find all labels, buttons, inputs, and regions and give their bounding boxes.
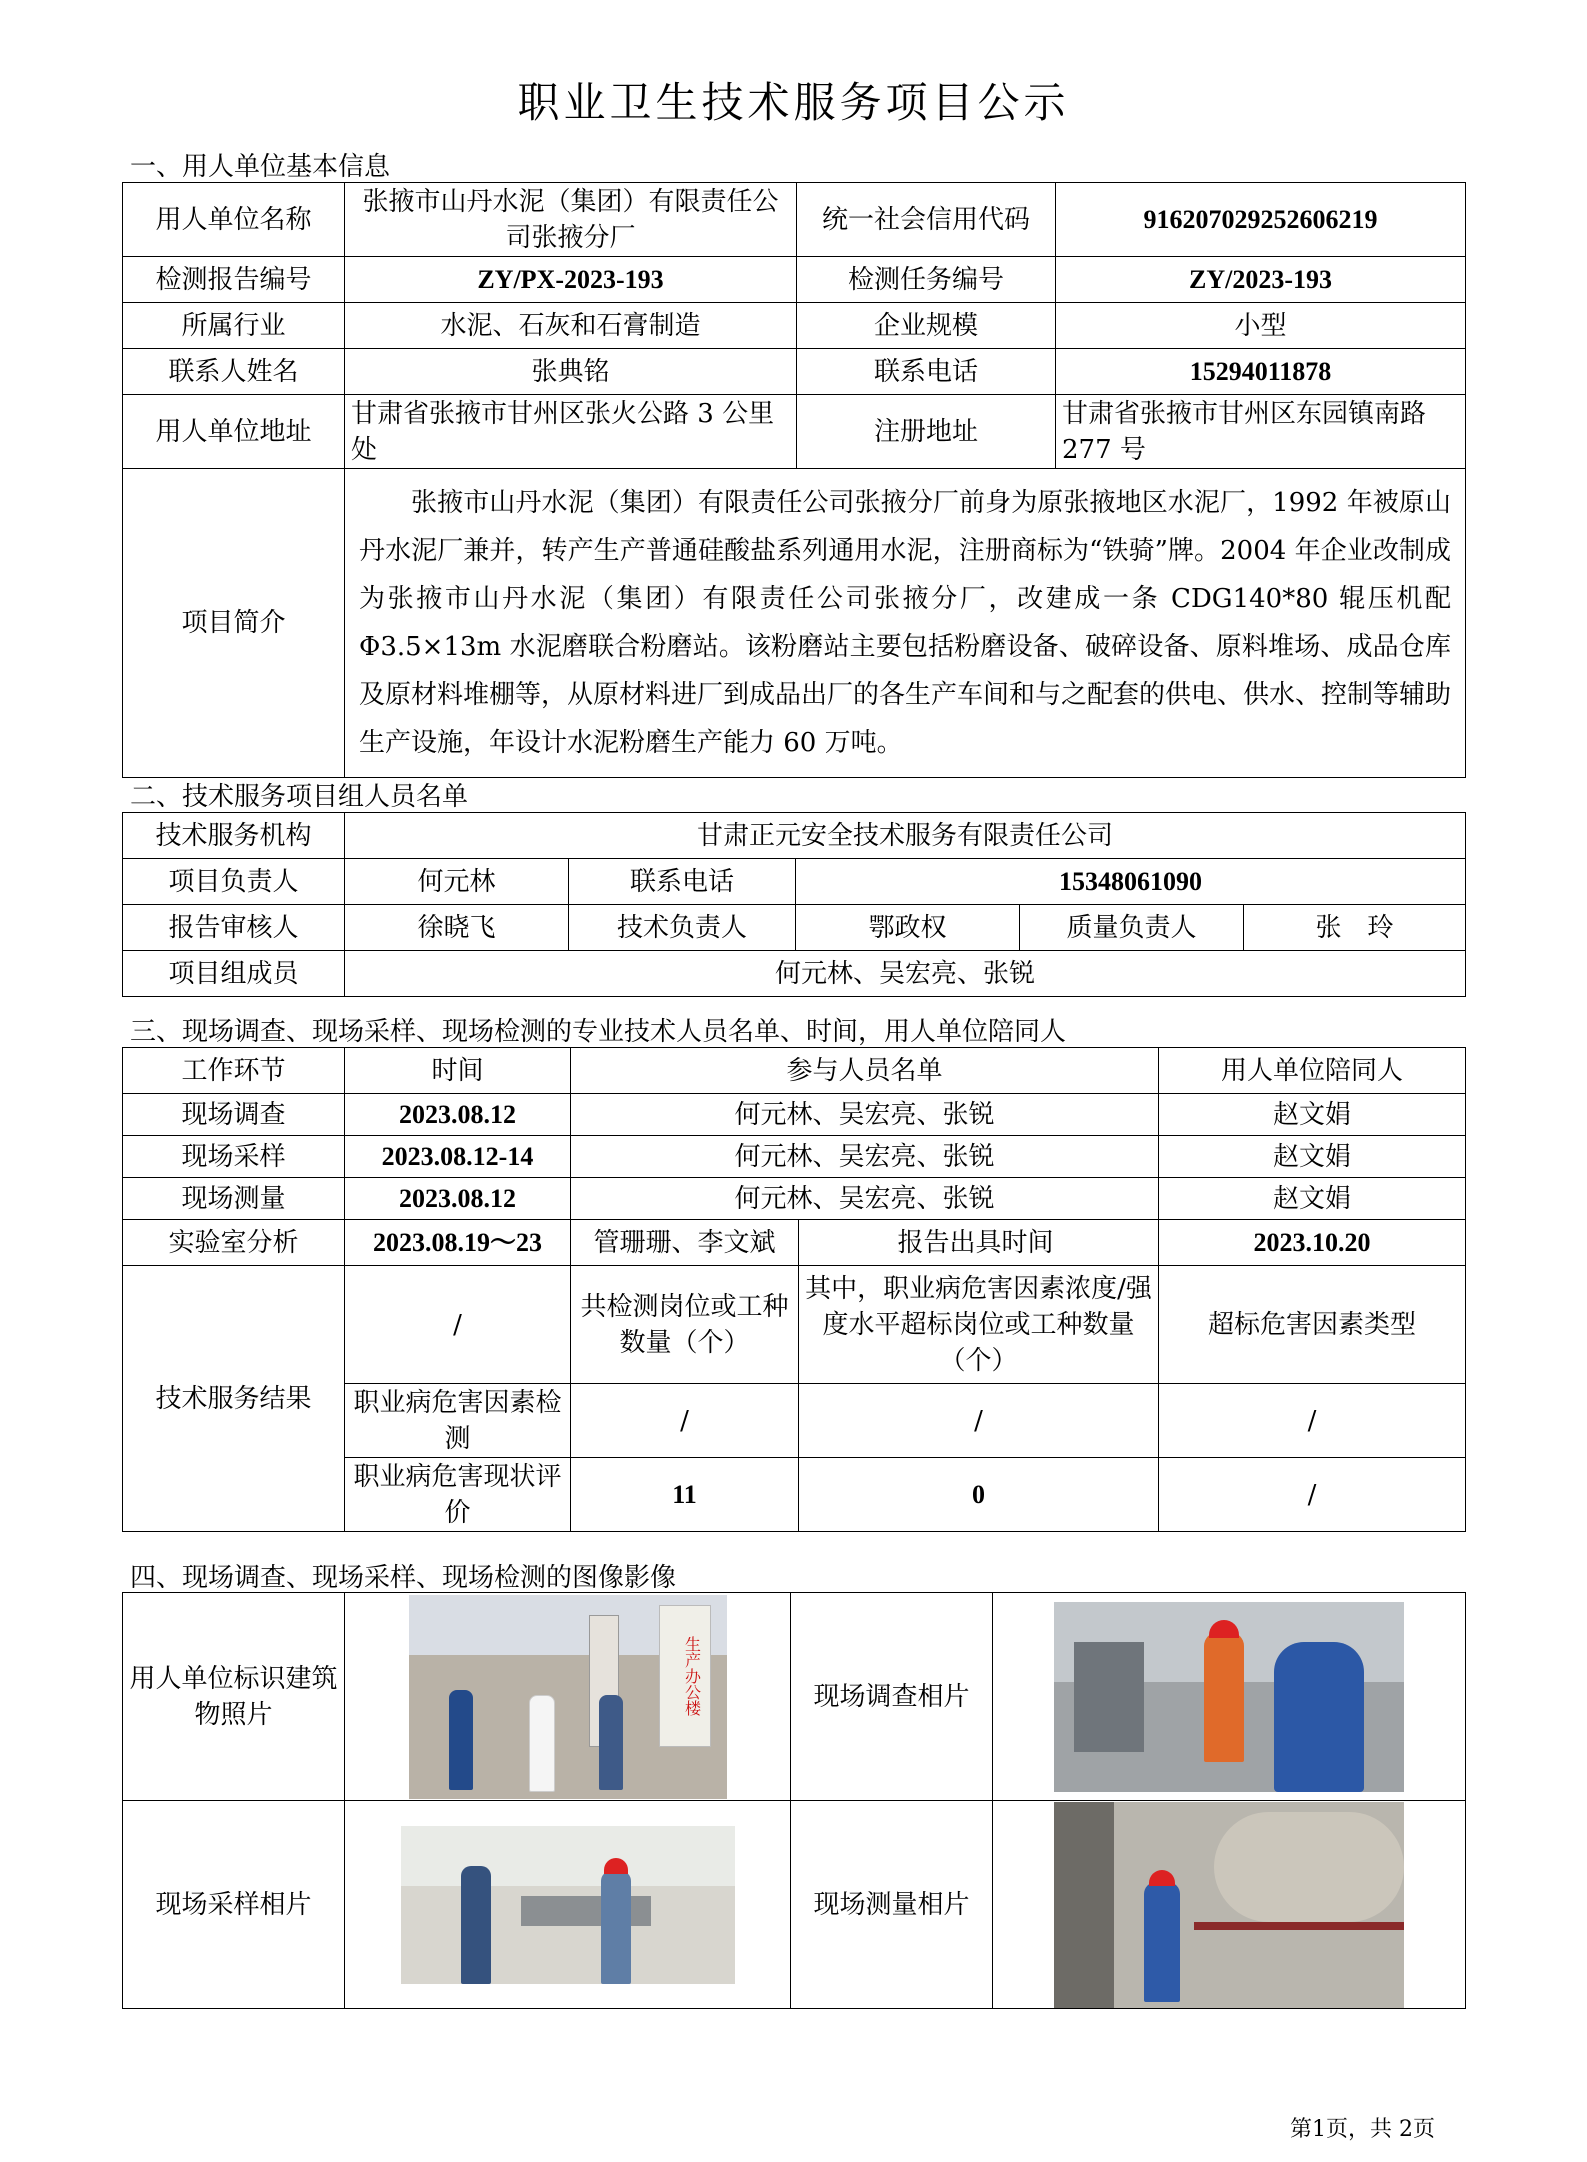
reviewer-label: 报告审核人	[123, 905, 345, 951]
result-header-type: 超标危害因素类型	[1159, 1266, 1466, 1384]
phone-label: 联系电话	[797, 349, 1056, 395]
team-tel-value: 15348061090	[796, 859, 1466, 905]
intro-text: 张掖市山丹水泥（集团）有限责任公司张掖分厂前身为原张掖地区水泥厂，1992 年被原山丹水泥厂兼并，转产生产普通硅酸盐系列通用水泥，注册商标为“铁骑”牌。2004 年企业改制成为张掖市山丹水泥（集团）有限责任公司张掖分厂，改建成一条 CDG140*80 辊压机配 Φ3.5×13m 水泥磨联合粉磨站。该粉磨站主要包括粉磨设备、破碎设备、原料堆场、成品仓库及原材料堆棚等，从原材料进厂到成品出厂的各生产车间和与之配套的供电、供水、控制等辅助生产设施，年设计水泥粉磨生产能力 60 万吨。	[345, 469, 1466, 778]
photo-1-label: 用人单位标识建筑物照片	[123, 1593, 345, 1801]
members-value: 何元林、吴宏亮、张锐	[345, 951, 1466, 997]
section-2-heading: 二、技术服务项目组人员名单	[130, 782, 469, 812]
photo-2-cell	[993, 1593, 1466, 1801]
team-table	[122, 812, 1466, 997]
unit-name-value: 张掖市山丹水泥（集团）有限责任公司张掖分厂	[345, 183, 797, 257]
companion-cell: 赵文娟	[1159, 1178, 1466, 1220]
result-header-count: 共检测岗位或工种数量（个）	[571, 1266, 799, 1384]
org-value: 甘肃正元安全技术服务有限责任公司	[345, 813, 1466, 859]
section-4-heading: 四、现场调查、现场采样、现场检测的图像影像	[130, 1563, 677, 1593]
result-row-evaluation-count: 11	[571, 1458, 799, 1532]
lab-time: 2023.08.19～23	[345, 1220, 571, 1266]
industry-label: 所属行业	[123, 303, 345, 349]
unit-name-label: 用人单位名称	[123, 183, 345, 257]
phone-value: 15294011878	[1056, 349, 1466, 395]
time-header: 时间	[345, 1048, 571, 1094]
scale-label: 企业规模	[797, 303, 1056, 349]
scale-value: 小型	[1056, 303, 1466, 349]
leader-value: 何元林	[345, 859, 569, 905]
companion-cell: 赵文娟	[1159, 1094, 1466, 1136]
result-header-exceed: 其中，职业病危害因素浓度/强度水平超标岗位或工种数量（个）	[799, 1266, 1159, 1384]
stage-header: 工作环节	[123, 1048, 345, 1094]
people-header: 参与人员名单	[571, 1048, 1159, 1094]
team-tel-label: 联系电话	[569, 859, 796, 905]
credit-code-value: 91620702925260621​9	[1056, 183, 1466, 257]
companion-cell: 赵文娟	[1159, 1136, 1466, 1178]
issue-label: 报告出具时间	[799, 1220, 1159, 1266]
people-cell: 何元林、吴宏亮、张锐	[571, 1094, 1159, 1136]
result-label: 技术服务结果	[123, 1266, 345, 1532]
report-no-label: 检测报告编号	[123, 257, 345, 303]
sampling-photo	[401, 1826, 735, 1984]
photo-table	[122, 1592, 1466, 2009]
page-title: 职业卫生技术服务项目公示	[517, 78, 1070, 127]
basic-info-table	[122, 182, 1466, 778]
contact-label: 联系人姓名	[123, 349, 345, 395]
stage-cell: 现场测量	[123, 1178, 345, 1220]
address-value: 甘肃省张掖市甘州区张火公路 3 公里处	[345, 395, 797, 469]
issue-value: 2023.10.20	[1159, 1220, 1466, 1266]
tech-lead-label: 技术负责人	[569, 905, 796, 951]
time-cell: 2023.08.12	[345, 1094, 571, 1136]
leader-label: 项目负责人	[123, 859, 345, 905]
time-cell: 2023.08.12	[345, 1178, 571, 1220]
page-footer: 第1页，共 2页	[1290, 2117, 1435, 2142]
result-row-detection-label: 职业病危害因素检测	[345, 1384, 571, 1458]
result-header-slash: /	[345, 1266, 571, 1384]
task-no-label: 检测任务编号	[797, 257, 1056, 303]
photo-1-cell	[345, 1593, 791, 1801]
stage-cell: 现场采样	[123, 1136, 345, 1178]
photo-3-cell	[345, 1801, 791, 2009]
reg-address-value: 甘肃省张掖市甘州区东园镇南路 277 号	[1056, 395, 1466, 469]
section-3-heading: 三、现场调查、现场采样、现场检测的专业技术人员名单、时间，用人单位陪同人	[130, 1017, 1067, 1047]
table-row	[123, 1094, 1466, 1136]
report-no-value: ZY/PX-2023-193	[345, 257, 797, 303]
companion-header: 用人单位陪同人	[1159, 1048, 1466, 1094]
photo-4-cell	[993, 1801, 1466, 2009]
people-cell: 何元林、吴宏亮、张锐	[571, 1136, 1159, 1178]
contact-value: 张典铭	[345, 349, 797, 395]
time-cell: 2023.08.12-14	[345, 1136, 571, 1178]
address-label: 用人单位地址	[123, 395, 345, 469]
table-row	[123, 1178, 1466, 1220]
lab-people: 管珊珊、李文斌	[571, 1220, 799, 1266]
intro-label: 项目简介	[123, 469, 345, 778]
reg-address-label: 注册地址	[797, 395, 1056, 469]
table-row	[123, 1136, 1466, 1178]
org-label: 技术服务机构	[123, 813, 345, 859]
section-1-heading: 一、用人单位基本信息	[130, 152, 391, 182]
reviewer-value: 徐晓飞	[345, 905, 569, 951]
work-table	[122, 1047, 1466, 1532]
result-row-detection-type: /	[1159, 1384, 1466, 1458]
result-row-evaluation-exceed: 0	[799, 1458, 1159, 1532]
photo-3-label: 现场采样相片	[123, 1801, 345, 2009]
survey-photo	[1054, 1602, 1404, 1792]
building-photo	[409, 1595, 727, 1799]
stage-cell: 现场调查	[123, 1094, 345, 1136]
result-row-detection-exceed: /	[799, 1384, 1159, 1458]
quality-lead-value: 张 玲	[1244, 905, 1466, 951]
result-row-evaluation-label: 职业病危害现状评价	[345, 1458, 571, 1532]
lab-stage: 实验室分析	[123, 1220, 345, 1266]
industry-value: 水泥、石灰和石膏制造	[345, 303, 797, 349]
measurement-photo	[1054, 1802, 1404, 2008]
building-sign: 生产办公楼	[659, 1605, 711, 1747]
credit-code-label: 统一社会信用代码	[797, 183, 1056, 257]
photo-4-label: 现场测量相片	[791, 1801, 993, 2009]
photo-2-label: 现场调查相片	[791, 1593, 993, 1801]
tech-lead-value: 鄂政权	[796, 905, 1020, 951]
task-no-value: ZY/2023-193	[1056, 257, 1466, 303]
people-cell: 何元林、吴宏亮、张锐	[571, 1178, 1159, 1220]
result-row-detection-count: /	[571, 1384, 799, 1458]
members-label: 项目组成员	[123, 951, 345, 997]
result-row-evaluation-type: /	[1159, 1458, 1466, 1532]
quality-lead-label: 质量负责人	[1020, 905, 1244, 951]
